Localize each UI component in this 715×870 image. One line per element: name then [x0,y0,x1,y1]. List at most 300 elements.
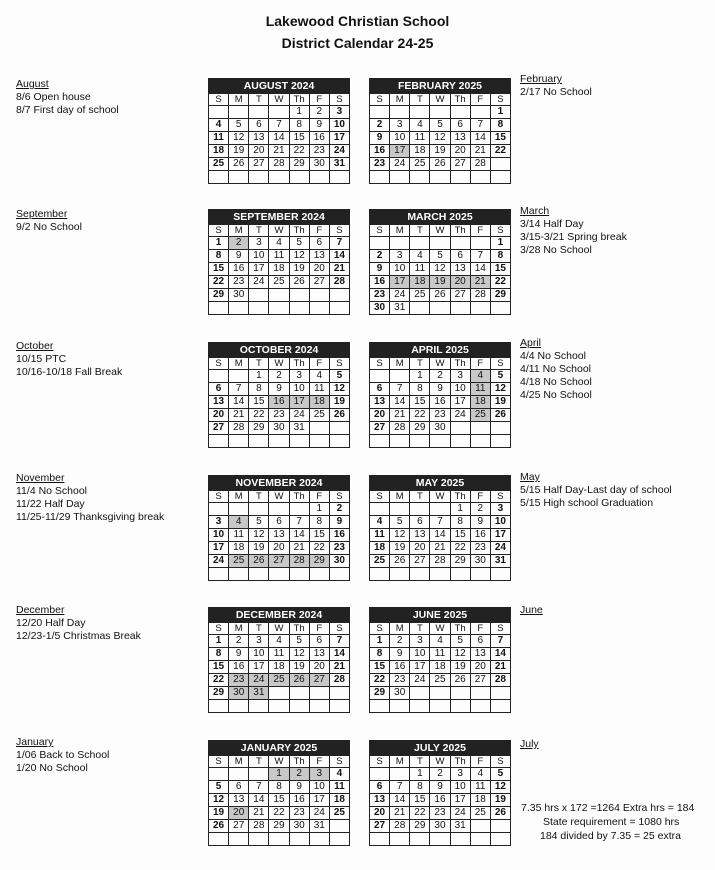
day-cell: 27 [229,820,249,833]
day-cell: 8 [410,383,430,396]
day-cell: 14 [470,263,490,276]
day-cell: 5 [329,370,349,383]
day-cell: 6 [269,516,289,529]
month-title: DECEMBER 2024 [209,608,350,623]
empty-cell [370,171,390,184]
day-cell: 6 [410,516,430,529]
note-line: 12/20 Half Day [16,617,86,629]
weekday-header: T [249,623,269,635]
day-cell: 16 [269,396,289,409]
empty-cell [410,687,430,700]
empty-cell [269,106,289,119]
day-cell: 13 [209,396,229,409]
day-cell: 17 [390,145,410,158]
weekday-header: M [390,225,410,237]
empty-cell [209,568,229,581]
calendar-august-2024 [208,78,350,184]
day-cell: 11 [229,529,249,542]
day-cell: 25 [370,555,390,568]
weekday-header: F [309,491,329,503]
day-cell: 25 [410,289,430,302]
day-cell: 29 [269,820,289,833]
day-cell: 3 [289,370,309,383]
day-cell: 6 [450,250,470,263]
empty-cell [410,503,430,516]
page-title-line1: Lakewood Christian School [265,13,450,29]
day-cell: 24 [450,409,470,422]
day-cell: 18 [370,542,390,555]
hours-calculation: 7.35 hrs x 172 =1264 Extra hrs = 184 [521,802,695,814]
day-cell: 10 [490,516,510,529]
empty-cell [329,700,349,713]
note-line: 11/22 Half Day [16,498,85,510]
day-cell: 19 [490,794,510,807]
day-cell: 18 [329,794,349,807]
day-cell: 24 [249,674,269,687]
day-cell: 30 [229,289,249,302]
note-july [520,738,539,751]
weekday-header: S [329,756,349,768]
calendar-march-2025 [369,209,511,315]
weekday-header: S [490,756,510,768]
day-cell: 12 [209,794,229,807]
empty-cell [450,435,470,448]
day-cell: 18 [430,661,450,674]
note-line: 3/15-3/21 Spring break [520,231,627,243]
calendar-february-2025 [369,78,511,184]
note-line: 4/25 No School [520,389,592,401]
day-cell: 25 [269,674,289,687]
day-cell: 3 [410,635,430,648]
weekday-header: F [309,756,329,768]
day-cell: 30 [229,687,249,700]
note-line: 1/06 Back to School [16,749,110,761]
day-cell: 15 [269,794,289,807]
weekday-header: M [229,756,249,768]
day-cell: 4 [370,516,390,529]
day-cell: 30 [329,555,349,568]
empty-cell [490,833,510,846]
day-cell: 15 [209,661,229,674]
empty-cell [370,833,390,846]
day-cell: 6 [309,635,329,648]
day-cell: 17 [329,132,349,145]
day-cell: 8 [450,516,470,529]
day-cell: 6 [470,635,490,648]
day-cell: 27 [309,276,329,289]
day-cell: 16 [390,661,410,674]
day-cell: 7 [490,635,510,648]
empty-cell [329,289,349,302]
day-cell: 28 [229,422,249,435]
day-cell: 16 [370,276,390,289]
day-cell: 26 [249,555,269,568]
day-cell: 10 [289,383,309,396]
calendar-july-2025 [369,740,511,846]
note-heading: September [16,208,68,220]
weekday-header: Th [289,225,309,237]
empty-cell [289,687,309,700]
day-cell: 2 [229,635,249,648]
empty-cell [430,435,450,448]
day-cell: 3 [249,237,269,250]
day-cell: 18 [229,542,249,555]
day-cell: 9 [470,516,490,529]
day-cell: 4 [229,516,249,529]
empty-cell [430,171,450,184]
day-cell: 26 [430,158,450,171]
day-cell: 9 [370,263,390,276]
day-cell: 1 [289,106,309,119]
day-cell: 20 [450,276,470,289]
empty-cell [269,687,289,700]
empty-cell [470,171,490,184]
day-cell: 9 [430,383,450,396]
day-cell: 20 [209,409,229,422]
day-cell: 16 [430,396,450,409]
empty-cell [370,435,390,448]
weekday-header: S [490,623,510,635]
day-cell: 26 [289,674,309,687]
weekday-header: F [470,94,490,106]
empty-cell [249,568,269,581]
empty-cell [289,568,309,581]
day-cell: 29 [209,687,229,700]
note-heading: April [520,337,542,349]
day-cell: 22 [410,409,430,422]
weekday-header: Th [289,491,309,503]
day-cell: 1 [410,768,430,781]
day-cell: 9 [329,516,349,529]
day-cell: 5 [490,370,510,383]
weekday-header: S [209,491,229,503]
day-cell: 6 [229,781,249,794]
day-cell: 5 [430,119,450,132]
day-cell: 12 [289,250,309,263]
day-cell: 20 [309,661,329,674]
note-heading: May [520,471,540,483]
weekday-header: Th [289,358,309,370]
note-line: 4/4 No School [520,350,586,362]
note-heading: December [16,604,65,616]
day-cell: 10 [309,781,329,794]
day-cell: 4 [470,370,490,383]
day-cell: 14 [329,648,349,661]
day-cell: 21 [490,661,510,674]
empty-cell [309,302,329,315]
note-march [520,205,627,257]
empty-cell [329,435,349,448]
day-cell: 14 [229,396,249,409]
empty-cell [470,568,490,581]
empty-cell [329,568,349,581]
day-cell: 12 [430,132,450,145]
day-cell: 7 [329,635,349,648]
day-cell: 1 [309,503,329,516]
day-cell: 27 [450,158,470,171]
day-cell: 24 [209,555,229,568]
weekday-header: W [269,94,289,106]
month-title: SEPTEMBER 2024 [209,210,350,225]
day-cell: 20 [450,145,470,158]
weekday-header: M [390,94,410,106]
day-cell: 6 [450,119,470,132]
day-cell: 5 [490,768,510,781]
note-heading: March [520,205,550,217]
weekday-header: S [329,225,349,237]
empty-cell [229,106,249,119]
weekday-header: Th [289,756,309,768]
empty-cell [309,687,329,700]
day-cell: 1 [490,237,510,250]
note-line: 11/25-11/29 Thanksgiving break [16,511,165,523]
empty-cell [289,289,309,302]
day-cell: 13 [450,263,470,276]
day-cell: 23 [430,409,450,422]
weekday-header: F [470,225,490,237]
day-cell: 11 [470,781,490,794]
empty-cell [430,687,450,700]
day-cell: 17 [450,396,470,409]
day-cell: 21 [329,661,349,674]
weekday-header: S [329,94,349,106]
day-cell: 4 [309,370,329,383]
weekday-header: W [269,491,289,503]
empty-cell [329,302,349,315]
day-cell: 29 [209,289,229,302]
empty-cell [249,503,269,516]
day-cell: 12 [490,383,510,396]
day-cell: 19 [390,542,410,555]
weekday-header: T [410,358,430,370]
day-cell: 19 [249,542,269,555]
empty-cell [490,422,510,435]
state-requirement: State requirement = 1080 hrs [543,816,680,828]
empty-cell [209,171,229,184]
month-title: APRIL 2025 [370,343,511,358]
day-cell: 18 [269,263,289,276]
day-cell: 27 [370,820,390,833]
empty-cell [450,422,470,435]
day-cell: 11 [209,132,229,145]
day-cell: 25 [309,409,329,422]
day-cell: 4 [269,237,289,250]
day-cell: 24 [329,145,349,158]
empty-cell [329,422,349,435]
weekday-header: S [209,623,229,635]
day-cell: 13 [309,648,329,661]
day-cell: 8 [370,648,390,661]
month-title: OCTOBER 2024 [209,343,350,358]
empty-cell [390,833,410,846]
weekday-header: W [269,756,289,768]
day-cell: 15 [249,396,269,409]
day-cell: 10 [390,263,410,276]
day-cell: 23 [470,542,490,555]
day-cell: 27 [470,674,490,687]
day-cell: 13 [269,529,289,542]
day-cell: 20 [470,661,490,674]
day-cell: 29 [410,820,430,833]
day-cell: 26 [390,555,410,568]
note-heading: November [16,472,65,484]
day-cell: 21 [470,145,490,158]
weekday-header: M [229,623,249,635]
day-cell: 2 [329,503,349,516]
day-cell: 22 [209,276,229,289]
empty-cell [410,302,430,315]
day-cell: 13 [470,648,490,661]
day-cell: 11 [309,383,329,396]
day-cell: 14 [470,132,490,145]
calendar-december-2024 [208,607,350,713]
empty-cell [269,289,289,302]
day-cell: 31 [490,555,510,568]
day-cell: 13 [370,396,390,409]
day-cell: 31 [309,820,329,833]
day-cell: 1 [209,237,229,250]
day-cell: 14 [329,250,349,263]
weekday-header: T [249,491,269,503]
day-cell: 15 [410,794,430,807]
day-cell: 26 [329,409,349,422]
day-cell: 20 [229,807,249,820]
day-cell: 14 [269,132,289,145]
empty-cell [470,106,490,119]
calendar-june-2025 [369,607,511,713]
calendar-october-2024 [208,342,350,448]
day-cell: 5 [229,119,249,132]
weekday-header: W [430,225,450,237]
empty-cell [229,435,249,448]
day-cell: 19 [450,661,470,674]
day-cell: 10 [450,383,470,396]
day-cell: 11 [269,648,289,661]
empty-cell [269,435,289,448]
day-cell: 2 [390,635,410,648]
empty-cell [430,106,450,119]
empty-cell [490,435,510,448]
day-cell: 30 [470,555,490,568]
day-cell: 9 [390,648,410,661]
day-cell: 26 [490,807,510,820]
day-cell: 25 [430,674,450,687]
day-cell: 13 [249,132,269,145]
day-cell: 31 [390,302,410,315]
day-cell: 28 [470,289,490,302]
day-cell: 27 [370,422,390,435]
day-cell: 3 [390,119,410,132]
day-cell: 15 [209,263,229,276]
day-cell: 7 [249,781,269,794]
day-cell: 30 [269,422,289,435]
day-cell: 29 [490,289,510,302]
day-cell: 21 [269,145,289,158]
day-cell: 28 [249,820,269,833]
note-october [16,340,122,379]
day-cell: 19 [430,276,450,289]
day-cell: 27 [309,674,329,687]
weekday-header: T [249,358,269,370]
empty-cell [450,833,470,846]
day-cell: 9 [229,648,249,661]
day-cell: 2 [309,106,329,119]
day-cell: 1 [490,106,510,119]
note-heading: October [16,340,54,352]
day-cell: 9 [289,781,309,794]
day-cell: 24 [490,542,510,555]
note-august [16,78,119,117]
empty-cell [329,833,349,846]
weekday-header: W [430,756,450,768]
day-cell: 28 [430,555,450,568]
weekday-header: F [470,358,490,370]
weekday-header: F [470,756,490,768]
day-cell: 31 [289,422,309,435]
day-cell: 9 [370,132,390,145]
day-cell: 16 [309,132,329,145]
empty-cell [450,237,470,250]
day-cell: 21 [470,276,490,289]
empty-cell [430,700,450,713]
empty-cell [269,833,289,846]
day-cell: 20 [269,542,289,555]
empty-cell [490,687,510,700]
day-cell: 6 [209,383,229,396]
day-cell: 23 [229,674,249,687]
weekday-header: S [490,225,510,237]
day-cell: 19 [229,145,249,158]
day-cell: 29 [370,687,390,700]
day-cell: 25 [410,158,430,171]
day-cell: 3 [450,370,470,383]
day-cell: 18 [410,276,430,289]
day-cell: 30 [309,158,329,171]
day-cell: 26 [209,820,229,833]
day-cell: 28 [390,820,410,833]
month-title: JUNE 2025 [370,608,511,623]
empty-cell [229,370,249,383]
day-cell: 22 [309,542,329,555]
day-cell: 7 [470,250,490,263]
day-cell: 10 [209,529,229,542]
day-cell: 13 [229,794,249,807]
weekday-header: W [430,94,450,106]
day-cell: 15 [370,661,390,674]
day-cell: 6 [249,119,269,132]
day-cell: 13 [370,794,390,807]
note-line: 10/16-10/18 Fall Break [16,366,123,378]
day-cell: 21 [390,807,410,820]
empty-cell [450,106,470,119]
day-cell: 12 [229,132,249,145]
day-cell: 17 [450,794,470,807]
day-cell: 15 [410,396,430,409]
day-cell: 25 [470,409,490,422]
day-cell: 28 [490,674,510,687]
day-cell: 3 [390,250,410,263]
empty-cell [289,302,309,315]
day-cell: 22 [289,145,309,158]
day-cell: 26 [450,674,470,687]
extra-days: 184 divided by 7.35 = 25 extra [540,830,681,842]
day-cell: 13 [410,529,430,542]
day-cell: 22 [490,145,510,158]
day-cell: 10 [249,250,269,263]
empty-cell [390,700,410,713]
day-cell: 17 [249,263,269,276]
day-cell: 31 [450,820,470,833]
